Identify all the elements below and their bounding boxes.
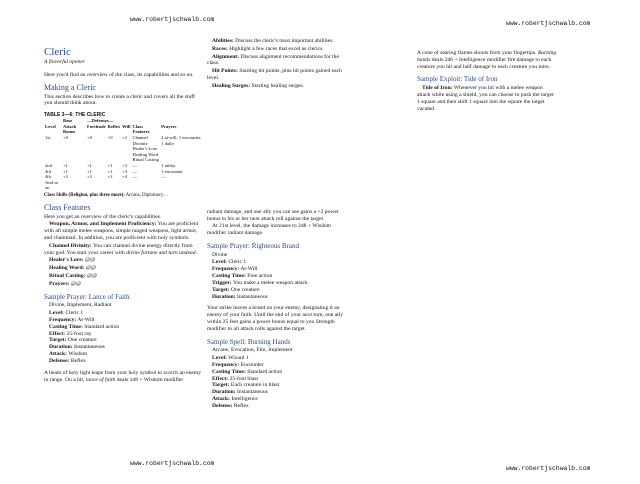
stat-value: Encounter	[240, 361, 264, 368]
stat-line	[207, 273, 347, 280]
stat-label: Effect:	[212, 375, 229, 382]
stat-line	[207, 369, 347, 376]
stat-label: Target:	[49, 337, 67, 344]
stat-line	[207, 403, 347, 410]
table-cell: 1 encounter	[161, 168, 183, 174]
th2-2: Fortitude	[87, 123, 106, 129]
lance-stats	[44, 310, 202, 365]
weapon-text: You are proficient with all simple melee weapons, simple ranged weapons, light armor, and chainmail. In addition, you are proficient with holy symbols.	[44, 221, 199, 242]
page-column-2	[207, 38, 347, 410]
stat-label: Frequency:	[212, 361, 240, 368]
hit-points	[207, 68, 347, 82]
channel-label: Channel Divinity:	[49, 242, 92, 249]
page-title: Cleric	[44, 46, 71, 58]
stat-value: One creature	[67, 337, 97, 344]
table-cell: +1	[87, 168, 92, 174]
stat-label: Casting Time:	[49, 323, 83, 330]
exploit-description	[417, 85, 557, 112]
stat-line	[207, 362, 347, 369]
th2-6: Prayers	[161, 123, 177, 129]
lance-keywords: Divine, Implement, Radiant	[49, 302, 112, 309]
table-cell: +3	[122, 162, 128, 168]
stat-line	[207, 382, 347, 389]
table-cell: +1	[87, 162, 92, 168]
placeholder-text: @@	[86, 273, 98, 280]
prayers-label: Prayers:	[49, 280, 70, 287]
stat-value: At-Will	[77, 317, 95, 324]
table-cell	[86, 180, 107, 191]
stat-value: Each creature in blast	[230, 382, 280, 389]
ritual-casting-label: Ritual Casting:	[49, 273, 86, 280]
stat-label: Target:	[212, 382, 230, 389]
stat-label: Effect:	[49, 330, 66, 337]
footer-url-right[interactable]: www.robertjschwalb.com	[506, 465, 591, 472]
table-cell: +0	[87, 135, 92, 141]
stat-line	[44, 358, 202, 365]
healers-lore	[44, 257, 202, 264]
lance-term: lance of faith	[85, 376, 116, 383]
table-cell: —	[161, 174, 166, 180]
stat-value: Wisdom	[68, 351, 88, 358]
table-cell: Channel Divinity	[132, 135, 148, 146]
exploit-text: Whenever you hit with a melee weapon attack while using a shield, you can choose to push the target 1 square and then shift 1 square into the square the target vacated.	[417, 85, 554, 112]
stat-value: Reflex	[233, 402, 249, 409]
stat-line	[207, 280, 347, 287]
abilities-text: Discuss the cleric's most important abilities.	[235, 38, 334, 44]
page-subtitle: A flavorful opener	[44, 59, 85, 66]
stat-line	[44, 331, 202, 338]
table-title: TABLE 3—6: THE CLERIC	[44, 112, 106, 119]
stat-label: Frequency:	[49, 317, 77, 324]
lance-description	[44, 370, 202, 384]
healing-surges	[207, 83, 347, 90]
header-url-left[interactable]: www.robertjschwalb.com	[130, 16, 215, 23]
lance-text-a: A beam of holy light leaps from your holy symbol to scorch an enemy in range. On a hit,	[44, 369, 202, 383]
stat-label: Level:	[212, 259, 227, 266]
table-cell: 2nd	[45, 162, 52, 168]
races	[207, 46, 347, 53]
stat-line	[44, 351, 202, 358]
lance-scaling: At 21st level, the damage increases to 2d8 + Wisdom modifier radiant damage.	[207, 223, 332, 237]
stat-label: Casting Time:	[212, 368, 246, 375]
header-url-right[interactable]: www.robertjschwalb.com	[506, 20, 591, 27]
cone-description	[417, 50, 557, 70]
table-cell: +4	[122, 174, 128, 180]
table-cell	[160, 180, 204, 191]
table-row	[44, 135, 204, 146]
lance-text-b: deals 1d8 + Wisdom modifier	[116, 376, 184, 383]
stat-label: Level:	[212, 355, 227, 362]
channel-text: You can channel divine energy directly from your god. You start your career with	[44, 242, 193, 256]
table-cell: —	[132, 174, 138, 180]
burning-hands-term: Burning hands	[417, 50, 557, 63]
stat-value: Instantaneous	[237, 293, 268, 300]
features-heading: Class Features	[44, 202, 91, 212]
abilities	[207, 38, 347, 45]
table-row	[44, 180, 204, 191]
stat-value: Cleric 1	[65, 310, 84, 317]
table-cell: Ritual Casting	[132, 157, 159, 163]
stat-label: Level:	[49, 310, 64, 317]
stat-line	[207, 287, 347, 294]
channel-divinity: Channel Divinity: You can channel divine energy directly from your god. You start your career with divine fortune and turn undead.	[44, 242, 197, 256]
stat-value: Wizard 1	[228, 355, 249, 362]
stat-line	[207, 294, 347, 301]
lance-heading: Sample Prayer: Lance of Faith	[44, 292, 130, 301]
stat-value: Instantaneous	[74, 344, 105, 351]
th2-4: Will	[122, 123, 131, 129]
intro-text: Here you'd find an overview of the class, its capabilities and so on.	[44, 71, 194, 78]
th1-1: Base	[63, 118, 73, 124]
hands-stats	[207, 355, 347, 410]
lance-continued: radiant damage, and one ally you can see gains a +2 power bonus to his or her next attack roll against the target.	[207, 208, 339, 222]
table-cell: +3	[122, 168, 128, 174]
stat-line	[44, 344, 202, 351]
healing-word-label: Healing Word:	[49, 265, 85, 272]
table-body	[44, 135, 204, 191]
healing-word	[44, 265, 202, 272]
races-label: Races:	[212, 45, 228, 52]
hp-text: Starting hit points, plus hit points gained each level.	[207, 68, 342, 82]
table-cell: —	[132, 162, 138, 168]
table-cell	[107, 180, 122, 191]
stat-value: You make a melee weapon attack	[232, 279, 308, 286]
table-cell	[132, 180, 161, 191]
table-cell: +1	[107, 162, 113, 168]
stat-value: Standard action	[247, 368, 283, 375]
stat-value: Standard action	[84, 323, 120, 330]
placeholder-text: @@	[84, 257, 96, 264]
stat-label: Casting Time:	[212, 273, 246, 280]
stat-value: Reflex	[70, 357, 86, 364]
alignment	[207, 54, 347, 68]
weapon-label: Weapon, Armor, and Implement Proficiency:	[49, 221, 157, 228]
exploit-heading: Sample Exploit: Tide of Iron	[417, 75, 498, 84]
stat-line	[44, 337, 202, 344]
stat-line	[207, 389, 347, 396]
th2-3: Reflex	[107, 123, 121, 129]
table-cell: +1	[107, 168, 113, 174]
exploit-label: Tide of Iron:	[422, 85, 453, 92]
table-cell: 1st	[45, 135, 51, 141]
th2-5: Class Features	[132, 123, 150, 135]
th1-2: —Defenses—	[87, 118, 114, 124]
stat-label: Duration:	[49, 344, 73, 351]
surges-text: Starting healing surges.	[251, 82, 305, 89]
table-cell: Healing Word	[132, 151, 159, 157]
class-skills	[44, 193, 202, 199]
table-cell: +2	[87, 174, 92, 180]
stat-value: Instantaneous	[237, 389, 268, 396]
making-heading: Making a Cleric	[44, 82, 96, 92]
stat-label: Frequency:	[212, 266, 240, 273]
stat-line	[44, 324, 202, 331]
stat-line	[44, 310, 202, 317]
stat-label: Duration:	[212, 389, 236, 396]
hands-keywords: Arcane, Evocation, Fire, Implement	[212, 347, 293, 354]
making-text: This section describes how to create a cleric and covers all the stuff you should think about.	[44, 93, 195, 107]
races-text: Highlight a few races that excel as clerics.	[229, 45, 324, 52]
ritual-casting	[44, 273, 202, 280]
footer-url-left[interactable]: www.robertjschwalb.com	[130, 460, 215, 467]
table-cell: +2	[63, 174, 68, 180]
stat-value: Cleric 1	[228, 259, 247, 266]
table-cell: And so on	[45, 179, 59, 191]
page-column-1	[44, 38, 202, 384]
stat-label: Target:	[212, 286, 230, 293]
turn-undead-term: turn undead	[168, 249, 196, 256]
table-cell: +0	[107, 135, 113, 141]
prayers	[44, 281, 202, 288]
stat-value: Intelligence	[231, 395, 258, 402]
placeholder-text: @@	[70, 280, 82, 287]
stat-label: Duration:	[212, 293, 236, 300]
table-cell	[62, 180, 86, 191]
stat-label: Attack:	[49, 351, 68, 358]
table-cell: 4th	[45, 174, 51, 180]
class-skills-label: Class Skills (Religion, plus three more):	[44, 192, 125, 198]
divine-fortune-term: divine fortune	[126, 249, 158, 256]
alignment-label: Alignment:	[212, 53, 240, 60]
th2-1: Attack Bonus	[63, 123, 77, 135]
stat-label: Defense:	[49, 357, 70, 364]
stat-value: Free action	[247, 273, 273, 280]
table-cell: +2	[107, 174, 113, 180]
table-cell: 1 utility	[161, 162, 176, 168]
stat-value: At-Will	[240, 266, 258, 273]
stat-label: Defense:	[212, 402, 233, 409]
stat-line	[207, 355, 347, 362]
table-cell: 2 at-will, 1 encounter, 1 daily	[161, 135, 202, 146]
hands-heading: Sample Spell: Burning Hands	[207, 337, 291, 346]
abilities-label: Abilities:	[212, 38, 234, 44]
alignment-text: Discuss alignment recommendations for the class.	[207, 53, 339, 67]
th2-0: Level	[45, 123, 56, 129]
table-header-row-2	[44, 124, 204, 135]
cone-text-b: deals 2d6 + Intelligence modifier fire damage to each creature you hit and half damage to each creature you miss.	[417, 56, 552, 70]
class-skills-value: Arcana, Diplomacy…	[125, 192, 169, 198]
features-intro: Here you get an overview of the cleric's capabilities.	[44, 213, 162, 220]
stat-value: 25-foot ray	[66, 330, 92, 337]
weapon-proficiency	[44, 221, 202, 241]
brand-keywords: Divine	[212, 251, 228, 258]
brand-heading: Sample Prayer: Righteous Brand	[207, 241, 299, 250]
cone-text-a: A cone of searing flames shoots from your fingertips.	[417, 50, 537, 56]
stat-label: Trigger:	[212, 279, 232, 286]
brand-stats	[207, 259, 347, 300]
stat-line	[207, 396, 347, 403]
table-cell: Healer's Lore	[132, 146, 158, 152]
brand-description: Your strike leaves a brand on your enemy, designating it an enemy of your faith. Until the end of your next turn, one ally within 25 feet gains a power bonus equal to you Strength modifier to all attack rolls against the target.	[207, 305, 344, 332]
stat-line	[207, 376, 347, 383]
hp-label: Hit Points:	[212, 68, 238, 75]
placeholder-text: @@	[85, 265, 97, 272]
stat-value: One creature	[230, 286, 260, 293]
stat-line	[207, 266, 347, 273]
cleric-table	[44, 118, 204, 191]
stat-line	[207, 259, 347, 266]
table-cell: —	[132, 168, 138, 174]
table-cell	[121, 180, 131, 191]
table-cell: +0	[63, 135, 68, 141]
table-cell: 3rd	[45, 168, 52, 174]
stat-label: Attack:	[212, 395, 231, 402]
channel-and: and	[158, 249, 167, 256]
table-cell: +2	[122, 135, 128, 141]
stat-value: 25-foot blast	[229, 375, 258, 382]
stat-line	[44, 317, 202, 324]
page-column-4	[417, 50, 557, 113]
table-cell: +1	[63, 168, 68, 174]
table-cell: +1	[63, 162, 68, 168]
healers-lore-label: Healer's Lore:	[49, 257, 84, 264]
surges-label: Healing Surges:	[212, 82, 251, 89]
